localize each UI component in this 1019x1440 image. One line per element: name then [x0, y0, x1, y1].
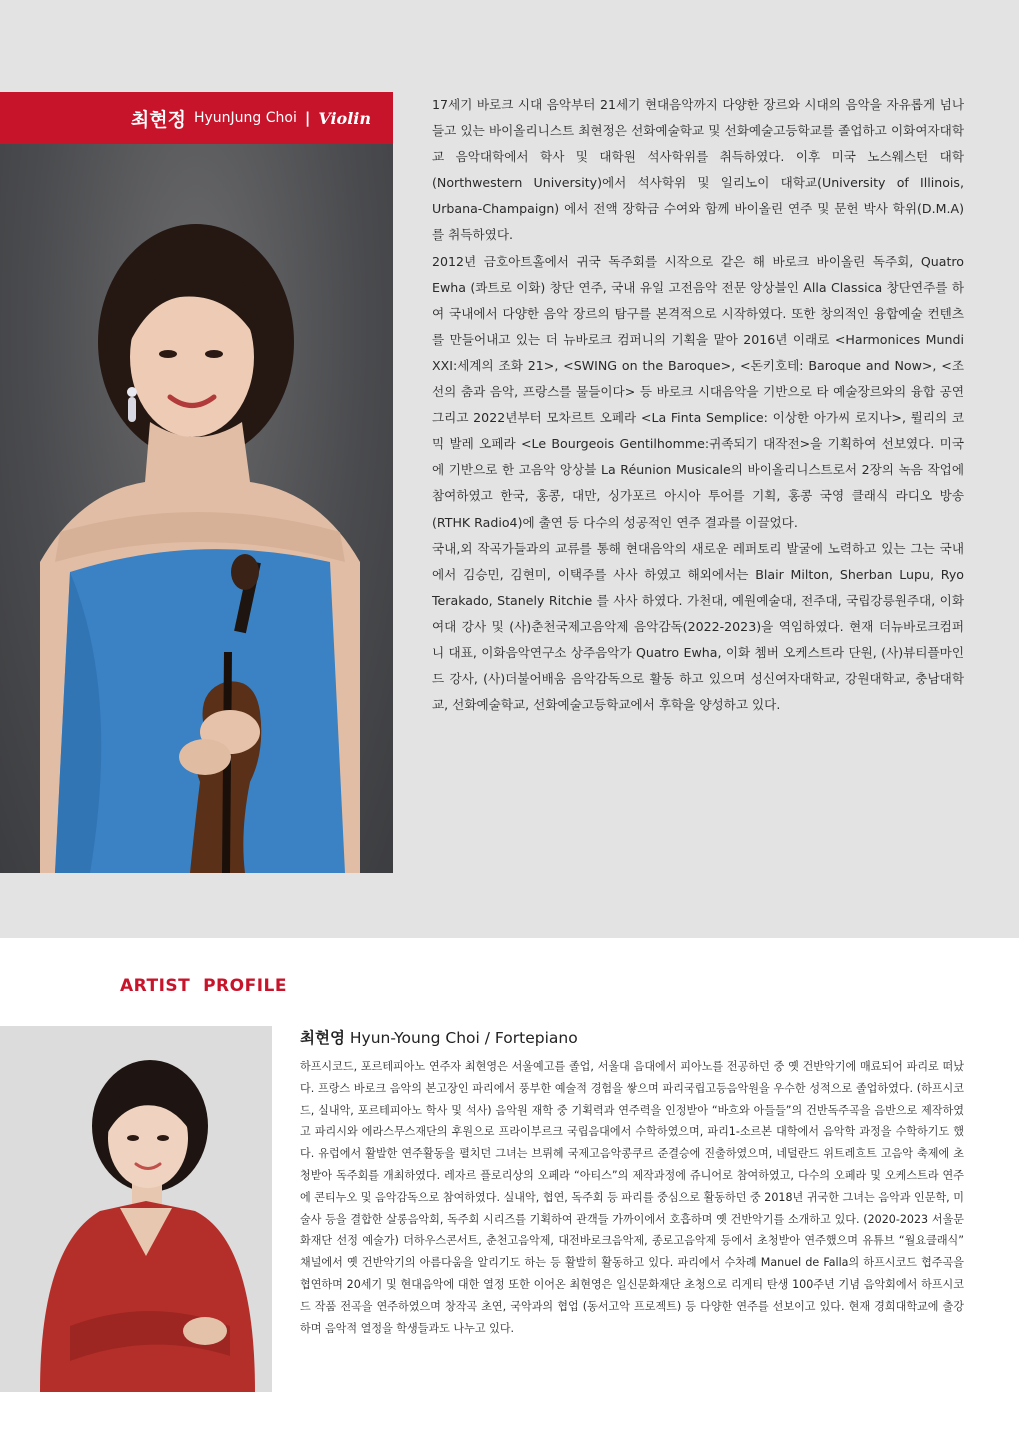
fortepianist-illustration: [0, 1026, 272, 1392]
artist1-name-english: HyunJung Choi: [193, 110, 297, 126]
artist1-name-banner: [0, 92, 393, 144]
section-title: ARTIST PROFILE: [120, 976, 287, 996]
artist1-instrument: Violin: [318, 108, 371, 128]
artist2-name-heading: [300, 1026, 578, 1048]
violinist-photo: [0, 92, 393, 873]
violinist-illustration: [0, 92, 393, 873]
artist1-name-korean: 최현정: [130, 108, 186, 131]
artist2-name-english-instrument: Hyun-Young Choi / Fortepiano: [349, 1029, 578, 1047]
artist2-name-korean: 최현영: [300, 1029, 345, 1047]
artist1-bio-paragraph: 2012년 금호아트홀에서 귀국 독주회를 시작으로 같은 해 바로크 바이올린 독주회, Quatro Ewha (콰트로 이화) 창단 연주, 국내 유일 고전음악 전문 앙상블인 Alla Classica 창단연주를 하여 국내에서 다양한 음악 장르의 탐구를 본격적으로 시작하였다. 또한 창의적인 융합예술 컨텐츠를 만들어내고 있는 더 뉴바로크 컴퍼니의 기획을 맡아 2016년 이래로 <Harmonices Mundi XXI:세계의 조화 21>, <SWING on the Baroque>, <돈키호테: Baroque and Now>, <조선의 춤과 음악, 프랑스를 물들이다> 등 바로크 시대음악을 기반으로 타 예술장르와의 융합 공연 그리고 2022년부터 모차르트 오페라 <La Finta Semplice: 이상한 아가씨 로지나>, 륄리의 코믹 발레 오페라 <Le Bourgeois Gentilhomme:귀족되기 대작전>을 기획하여 선보였다. 미국에 기반으로 한 고음악 앙상블 La Réunion Musicale의 바이올리니스트로서 2장의 녹음 작업에 참여하였고 한국, 홍콩, 대만, 싱가포르 아시아 투어를 기획, 홍콩 국영 클래식 라디오 방송 (RTHK Radio4)에 출연 등 다수의 성공적인 연주 결과를 이끌었다.: [432, 253, 964, 530]
artist1-bio-paragraph: 국내,외 작곡가들과의 교류를 통해 현대음악의 새로운 레퍼토리 발굴에 노력하고 있는 그는 국내에서 김승민, 김현미, 이택주를 사사 하였고 해외에서는 Blair Milton, Sherban Lupu, Ryo Terakado, Stanely Ritchie 를 사사 하였다. 가천대, 예원예술대, 전주대, 국립강릉원주대, 이화여대 강사 및 (사)춘천국제고음악제 음악감독(2022-2023)을 역임하였다. 현재 더뉴바로크컴퍼니 대표, 이화음악연구소 상주음악가 Quatro Ewha, 이화 쳄버 오케스트라 단원, (사)뷰티플마인드 강사, (사)더불어배움 음악감독으로 활동 하고 있으며 성신여자대학교, 강원대학교, 충남대학교, 선화예술학교, 선화예술고등학교에서 후학을 양성하고 있다.: [432, 540, 964, 713]
artist1-bio-paragraph: 17세기 바로크 시대 음악부터 21세기 현대음악까지 다양한 장르와 시대의 음악을 자유롭게 넘나들고 있는 바이올리니스트 최현정은 선화예술학교 및 선화예술고등학교를 졸업하고 이화여자대학교 음악대학에서 학사 및 대학원 석사학위를 취득하였다. 이후 미국 노스웨스턴 대학(Northwestern University)에서 석사학위 및 일리노이 대학교(University of Illinois, Urbana-Champaign) 에서 전액 장학금 수여와 함께 바이올린 연주 및 문헌 박사 학위(D.M.A) 를 취득하였다.: [432, 97, 964, 243]
artist2-bio-paragraph: 하프시코드, 포르테피아노 연주자 최현영은 서울예고를 졸업, 서울대 음대에서 피아노를 전공하던 중 옛 건반악기에 매료되어 파리로 떠났다. 프랑스 바로크 음악의 본고장인 파리에서 풍부한 예술적 경험을 쌓으며 파리국립고등음악원을 우수한 성적으로 졸업하였다. (하프시코드, 실내악, 포르테피아노 학사 및 석사) 음악원 재학 중 기획력과 연주력을 인정받아 “바흐와 아들들”의 건반독주곡을 음반으로 제작하였고 파리시와 에라스무스재단의 후원으로 프라이부르크 국립음대에서 수학하였으며, 파리1-소르본 대학에서 음악학 과정을 수학하기도 했다. 유럽에서 활발한 연주활동을 펼치던 그녀는 브뤼헤 국제고음악콩쿠르 준결승에 진출하였으며, 네덜란드 위트레흐트 고음악 축제에 초청받아 독주회를 개최하였다. 레자르 플로리상의 오페라 “아티스”의 제작과정에 쥬니어로 참여하였고, 다수의 오페라 및 오케스트라 연주에 콘티누오 및 음악감독으로 참여하였다. 실내악, 협연, 독주회 등 파리를 중심으로 활동하던 중 2018년 귀국한 그녀는 음악과 인문학, 미술사 등을 결합한 살롱음악회, 독주회 시리즈를 기획하여 관객들 가까이에서 호흡하며 옛 건반악기를 소개하고 있다. (2020-2023 서울문화재단 선정 예술가) 더하우스콘서트, 춘천고음악제, 대전바로크음악제, 종로고음악제 등에서 초청받아 연주했으며 유튜브 “월요클래식” 채널에서 옛 건반악기의 아름다움을 알리기도 하는 등 활발히 활동하고 있다. 파리에서 수차례 Manuel de Falla의 하프시코드 협주곡을 협연하며 20세기 및 현대음악에 대한 열정 또한 이어온 최현영은 일신문화재단 초청으로 리게티 탄생 100주년 기념 음악회에서 하프시코드 작품 전곡을 연주하였으며 창작곡 초연, 국악과의 협업 (동서고악 프로젝트) 등 다양한 연주를 선보이고 있다. 현재 경희대학교에 출강하며 음악적 열정을 학생들과도 나누고 있다.: [300, 1060, 965, 1335]
fortepianist-photo: [0, 1026, 272, 1392]
name-separator: |: [304, 109, 311, 127]
artist1-biography: [432, 92, 964, 718]
artist2-biography: [300, 1056, 964, 1339]
